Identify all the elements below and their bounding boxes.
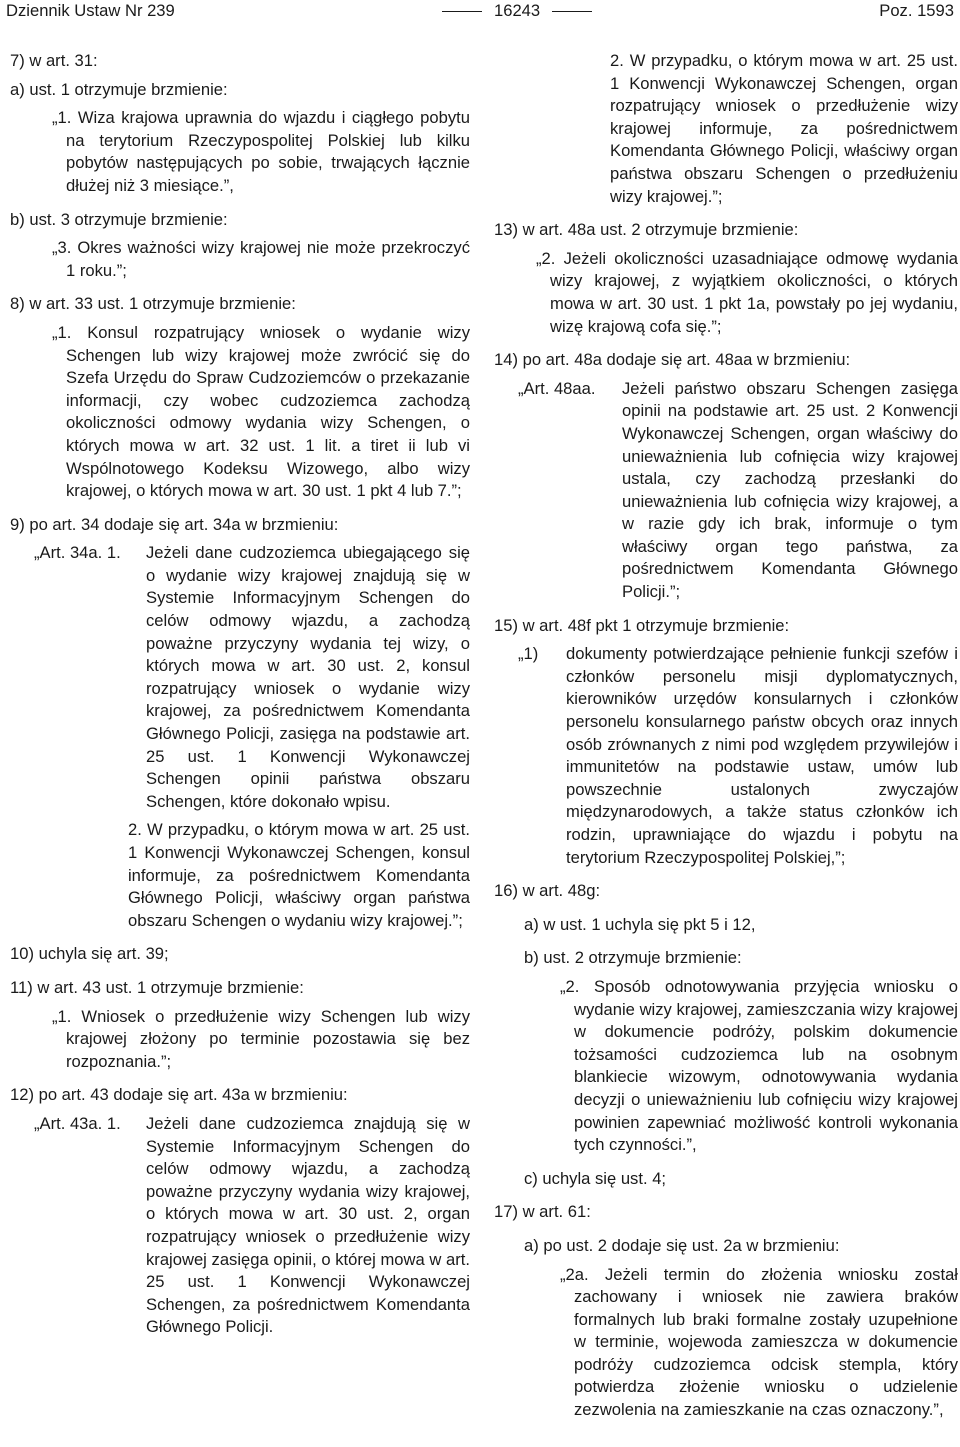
item-10-heading: 10) uchyla się art. 39; <box>10 944 169 964</box>
item-17-heading: 17) w art. 61: <box>494 1202 591 1222</box>
item-16-heading: 16) w art. 48g: <box>494 881 601 901</box>
item-11-heading: 11) w art. 43 ust. 1 otrzymuje brzmienie: <box>10 977 304 997</box>
item-16c-heading: c) uchyla się ust. 4; <box>524 1168 667 1188</box>
art-48aa-label: „Art. 48aa. <box>518 378 596 398</box>
item-11-text: „1. Wniosek o przedłużenie wizy Schengen lub wizy krajowej złożony po terminie pozostawia się bez rozpoznania.”; <box>52 1006 470 1071</box>
art-34a-block <box>10 542 470 813</box>
page-number-text: 16243 <box>494 1 541 20</box>
dash-right <box>552 11 592 12</box>
art-34a-text-1: Jeżeli dane cudzoziemca ubiegającego się o wydanie wizy krajowej znajdują się w Systemie Informacyjnym Schengen do celów odmowy wjazdu, a zachodzą poważne przyczyny wydania tej wizy, o których mowa w art. 30 ust. 2, konsul rozpatrujący wniosek o wydanie wizy krajowej, za pośrednictwem Komendanta Głównego Policji, zasięga na podstawie art. 25 ust. 1 Konwencji Wykonawczej Schengen opinii państwa obszaru Schengen, które dokonało wpisu. <box>146 543 470 811</box>
page-number <box>430 0 604 23</box>
item-9-heading: 9) po art. 34 dodaje się art. 34a w brzmieniu: <box>10 514 339 534</box>
art-43a-block <box>10 1113 470 1339</box>
item-13-text: „2. Jeżeli okoliczności uzasadniające odmowę wydania wizy krajowej, z wyjątkiem okoliczności, o których mowa w art. 30 ust. 1 pkt 1a, powstały po jej wydaniu, wizę krajową cofa się.”; <box>536 248 958 336</box>
item-8-heading: 8) w art. 33 ust. 1 otrzymuje brzmienie: <box>10 294 296 314</box>
art-48aa-block <box>494 378 958 604</box>
item-15-heading: 15) w art. 48f pkt 1 otrzymuje brzmienie: <box>494 615 790 635</box>
item-17a-text: „2a. Jeżeli termin do złożenia wniosku został zachowany i wniosek nie zawiera braków formalnych lub braki formalne zostały uzupełnione w terminie, wojewoda zamieszcza w dokumencie podróży cudzoziemca odcisk stempla, który potwierdza złożenie wniosku o udzielenie zezwolenia na zamieszkanie na czas oznaczony.”, <box>560 1264 958 1420</box>
item-7a-text: „1. Wiza krajowa uprawnia do wjazdu i ciągłego pobytu na terytorium Rzeczypospolitej Polskiej lub kilku pobytów następujących po sobie, trwających łącznie dłużej niż 3 miesiące.”, <box>52 108 470 195</box>
pkt-1-block <box>494 643 958 869</box>
left-column <box>10 50 470 1339</box>
item-7a-heading: a) ust. 1 otrzymuje brzmienie: <box>10 79 228 99</box>
item-16a-heading: a) w ust. 1 uchyla się pkt 5 i 12, <box>524 914 756 934</box>
item-13-heading: 13) w art. 48a ust. 2 otrzymuje brzmienie: <box>494 220 799 240</box>
page-header <box>0 0 960 26</box>
art-34a-label: „Art. 34a. 1. <box>34 543 121 563</box>
art-34a-text-2: 2. W przypadku, o którym mowa w art. 25 ust. 1 Konwencji Wykonawczej Schengen, konsul informuje, za pośrednictwem Komendanta Głównego Policji, właściwy organ państwa obszaru Schengen o wydaniu wizy krajowej.”; <box>128 820 470 930</box>
item-16b-heading: b) ust. 2 otrzymuje brzmienie: <box>524 948 742 968</box>
pkt-1-label: „1) <box>518 644 539 664</box>
journal-title: Dziennik Ustaw Nr 239 <box>6 1 175 20</box>
item-16b-text: „2. Sposób odnotowywania przyjęcia wniosku o wydanie wizy krajowej, zamieszczania wizy krajowej w dokumencie podróży, polskim dokumencie tożsamości cudzoziemca lub na osobnym blankiecie wizowym, odnotowywania wydania decyzji o unieważnieniu lub cofnięciu wizy krajowej powinien zapewniać możliwość kontroli wykonania tych czynności.”, <box>560 976 958 1155</box>
item-7-heading: 7) w art. 31: <box>10 51 98 70</box>
item-7b-heading: b) ust. 3 otrzymuje brzmienie: <box>10 209 228 229</box>
art-43a-text-2: 2. W przypadku, o którym mowa w art. 25 ust. 1 Konwencji Wykonawczej Schengen, organ rozpatrujący wniosek o przedłużenie wizy krajowej informuje, za pośrednictwem Komendanta Głównego Policji, właściwy organ państwa obszaru Schengen o przedłużeniu wizy krajowej.”; <box>610 51 958 206</box>
right-column <box>494 50 958 1422</box>
item-17a-heading: a) po ust. 2 dodaje się ust. 2a w brzmieniu: <box>524 1235 840 1255</box>
item-8-text: „1. Konsul rozpatrujący wniosek o wydanie wizy Schengen lub wizy krajowej może zwrócić się do Szefa Urzędu do Spraw Cudzoziemców o przekazanie informacji, czy wobec cudzoziemca zachodzą okoliczności odmowy wydania wizy Schengen, o których mowa w art. 32 ust. 1 lit. a tiret ii lub vi Wspólnotowego Kodeksu Wizowego, albo wizy krajowej, o których mowa w art. 30 ust. 1 pkt 4 lub 7.”; <box>52 322 470 501</box>
item-12-heading: 12) po art. 43 dodaje się art. 43a w brzmieniu: <box>10 1085 348 1105</box>
pkt-1-text: dokumenty potwierdzające pełnienie funkcji szefów i członków personelu misji dyplomatycznych, kierowników urzędów konsularnych i członków personelu konsularnego państw obcych oraz innych osób zrównanych z nimi pod względem przywilejów i immunitetów na podstawie ustaw, umów lub powszechnie ustalonych zwyczajów międzynarodowych, a także status członków ich rodzin, uprawniające do wjazdu i pobytu na terytorium Rzeczypospolitej Polskiej,”; <box>566 644 958 867</box>
art-43a-text-1: Jeżeli dane cudzoziemca znajdują się w Systemie Informacyjnym Schengen do celów odmowy wjazdu, a zachodzą poważne przyczyny wydania wizy krajowej, o których mowa w art. 30 ust. 2, organ rozpatrujący wniosek o przedłużenie wizy krajowej zasięga opinii, o której mowa w art. 25 ust. 1 Konwencji Wykonawczej Schengen, za pośrednictwem Komendanta Głównego Policji. <box>146 1113 470 1337</box>
position-number: Poz. 1593 <box>879 1 954 20</box>
item-14-heading: 14) po art. 48a dodaje się art. 48aa w brzmieniu: <box>494 350 851 370</box>
art-43a-label: „Art. 43a. 1. <box>34 1113 121 1133</box>
art-48aa-text: Jeżeli państwo obszaru Schengen zasięga opinii na podstawie art. 25 ust. 2 Konwencji Wykonawczej Schengen, organ właściwy do unieważnienia lub cofnięcia wizy krajowej ustala, czy zachodzą przesłanki do unieważnienia lub cofnięcia wizy krajowej, a w razie gdy ich brak, informuje o tym właściwy organ tego państwa, za pośrednictwem Komendanta Głównego Policji.”; <box>622 378 958 602</box>
dash-left <box>442 11 482 12</box>
item-7b-text: „3. Okres ważności wizy krajowej nie może przekroczyć 1 roku.”; <box>52 238 470 280</box>
